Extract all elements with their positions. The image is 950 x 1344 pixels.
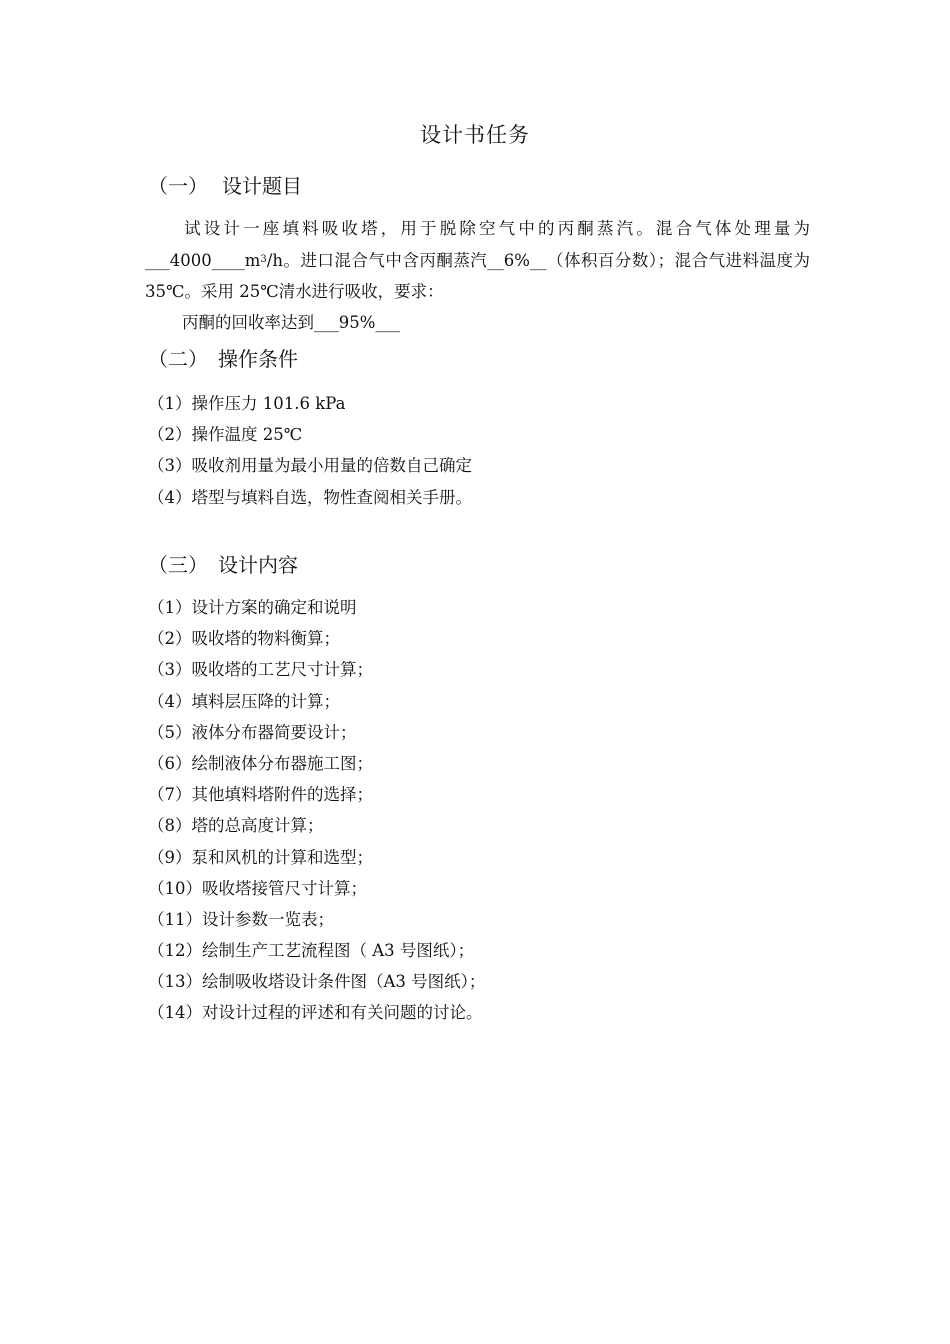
section-heading-design-content (148, 550, 298, 580)
flow-rate-blank: ___4000____ (145, 251, 245, 270)
list-item: （3）吸收剂用量为最小用量的倍数自己确定 (148, 456, 472, 476)
paragraph-text-part2: （体积百分数）；混合气进料温度为 35℃。采用 25℃清水进行吸收，要求： (145, 251, 811, 301)
list-item: （8）塔的总高度计算； (148, 816, 324, 836)
flow-rate-unit: m (244, 251, 261, 270)
list-item: （1）设计方案的确定和说明 (148, 598, 357, 617)
list-item: （14）对设计过程的评述和有关问题的讨论。 (148, 1003, 483, 1023)
list-item: （9）泵和风机的计算和选型； (148, 847, 373, 867)
list-item: （2）吸收塔的物料衡算； (148, 629, 340, 649)
operating-conditions-list (148, 388, 472, 513)
paragraph-text-inlet: /h。进口混合气中含丙酮蒸汽 (266, 251, 488, 270)
section-title: 设计内容 (218, 553, 298, 577)
section-heading-operating-conditions (148, 344, 298, 374)
list-item: （4）塔型与填料自选，物性查阅相关手册。 (148, 487, 472, 507)
list-item: （10）吸收塔接管尺寸计算； (148, 878, 367, 898)
design-topic-paragraph (145, 213, 810, 307)
paragraph-text-part1: 试设计一座填料吸收塔，用于脱除空气中的丙酮蒸汽。混合气体处理量为 (181, 219, 810, 238)
list-item: （11）设计参数一览表； (148, 909, 334, 929)
list-item: （2）操作温度 25℃ (148, 425, 303, 445)
design-content-list (148, 592, 485, 1029)
list-item: （1）操作压力 101.6 kPa (148, 394, 346, 413)
section-number: （一） (148, 174, 208, 198)
section-title: 操作条件 (218, 347, 298, 371)
list-item: （7）其他填料塔附件的选择； (148, 785, 373, 805)
section-heading-design-topic (148, 171, 302, 201)
list-item: （6）绘制液体分布器施工图； (148, 753, 373, 773)
list-item: （13）绘制吸收塔设计条件图（A3 号图纸）； (148, 972, 486, 992)
concentration-blank: __6%__ (487, 251, 547, 270)
recovery-requirement (182, 308, 400, 338)
list-item: （3）吸收塔的工艺尺寸计算； (148, 660, 373, 680)
list-item: （12）绘制生产工艺流程图（ A3 号图纸）； (148, 941, 475, 961)
list-item: （5）液体分布器简要设计； (148, 722, 357, 742)
flow-rate-unit-superscript: 3 (260, 254, 267, 265)
section-number: （三） (148, 553, 208, 577)
section-number: （二） (148, 347, 208, 371)
recovery-blank: ___95%___ (314, 313, 401, 332)
document-title: 设计书任务 (420, 123, 530, 147)
recovery-text: 丙酮的回收率达到 (182, 313, 314, 332)
section-title: 设计题目 (222, 174, 302, 198)
list-item: （4）填料层压降的计算； (148, 691, 340, 711)
